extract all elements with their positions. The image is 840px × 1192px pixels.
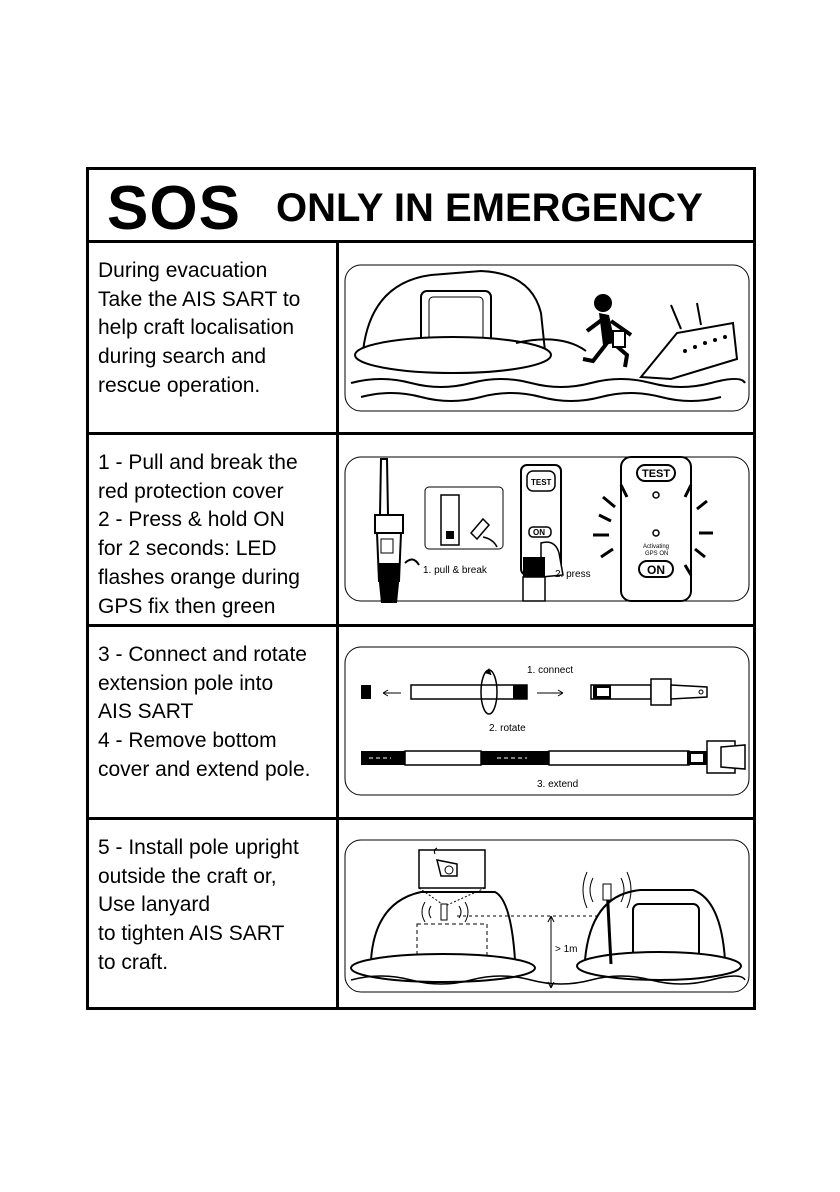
evacuation-svg [341, 243, 753, 432]
emergency-headline: ONLY IN EMERGENCY [276, 186, 703, 230]
emergency-instruction-card [86, 167, 756, 1010]
step-line: Take the AIS SART to [98, 287, 301, 311]
step-line: cover and extend pole. [98, 757, 311, 781]
sart-device-side-icon [591, 679, 707, 705]
extension-pole-icon [411, 669, 527, 714]
step-line: GPS fix then green [98, 594, 276, 618]
press-label: 2. press [555, 569, 591, 580]
activation-illustration [341, 435, 753, 624]
pole-svg [341, 627, 753, 817]
lanyard-raft-icon [351, 848, 535, 982]
step-line: red protection cover [98, 479, 284, 503]
pull-break-label: 1. pull & break [423, 565, 487, 576]
step-line: Use lanyard [98, 893, 211, 917]
ais-sart-device-icon [375, 459, 403, 603]
evacuation-illustration [341, 243, 753, 432]
step-row-pole [89, 627, 753, 820]
test-small-label: TEST [531, 478, 552, 487]
step-line: to craft. [98, 950, 169, 974]
step-row-activation [89, 435, 753, 627]
press-device-icon [521, 465, 563, 601]
sinking-ship-icon [641, 303, 737, 379]
step-line: 3 - Connect and rotate [98, 643, 307, 666]
step-line: AIS SART [98, 700, 194, 724]
step-text [89, 435, 339, 624]
connect-label: 1. connect [527, 665, 574, 676]
step-line: during search and [98, 345, 267, 369]
install-svg [341, 820, 753, 1007]
step-row-install [89, 820, 753, 1007]
step-line: During evacuation [98, 259, 268, 282]
step-line: help craft localisation [98, 316, 295, 340]
step-line: 2 - Press & hold ON [98, 508, 285, 532]
step-line: to tighten AIS SART [98, 922, 285, 946]
step-line: outside the craft or, [98, 864, 277, 888]
pole-illustration [341, 627, 753, 817]
step-text [89, 243, 339, 432]
step-line: extension pole into [98, 671, 274, 695]
card-header [89, 170, 753, 243]
step-line: 1 - Pull and break the [98, 451, 298, 474]
step-line: flashes orange during [98, 565, 300, 589]
step-text [89, 820, 339, 1007]
running-person-icon [583, 294, 631, 367]
test-label: TEST [642, 468, 671, 480]
install-illustration [341, 820, 753, 1007]
step-line: 5 - Install pole upright [98, 836, 299, 859]
led-panel-icon [593, 457, 713, 601]
height-label: > 1m [555, 944, 578, 955]
step-line: rescue operation. [98, 373, 261, 397]
step-line: for 2 seconds: LED [98, 537, 277, 561]
on-small-label: ON [533, 528, 545, 537]
step-line: 4 - Remove bottom [98, 729, 277, 753]
pole-raft-icon [577, 872, 741, 980]
step-text [89, 627, 339, 817]
step-row-evacuation [89, 243, 753, 435]
extend-label: 3. extend [537, 779, 579, 790]
rotate-label: 2. rotate [489, 723, 526, 734]
activation-svg [341, 435, 753, 624]
activating-label: Activating [643, 544, 670, 550]
extended-pole-icon [361, 741, 745, 773]
gps-on-label: GPS ON [645, 551, 669, 557]
sos-title: SOS [107, 174, 241, 243]
on-label: ON [647, 563, 665, 577]
